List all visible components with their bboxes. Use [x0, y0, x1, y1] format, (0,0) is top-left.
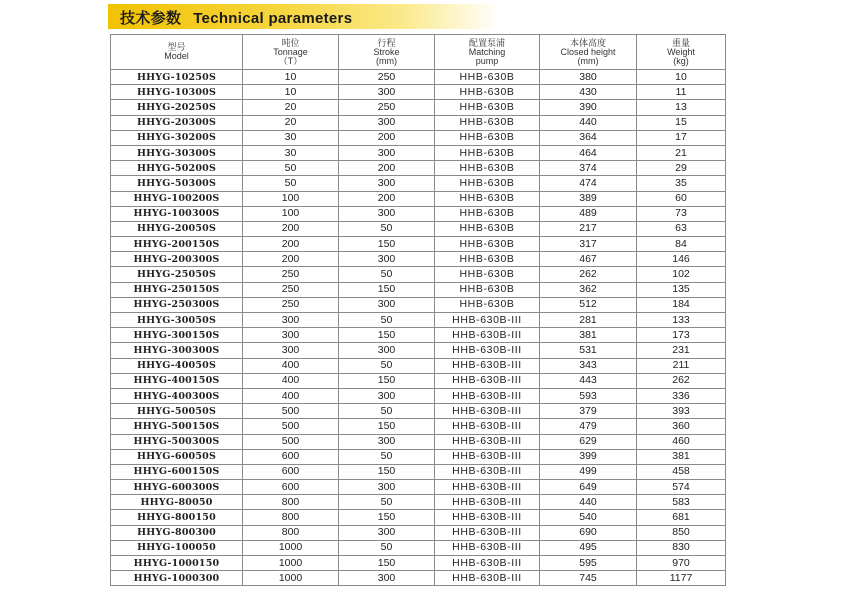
column-header-pump-line: Matching — [468, 46, 506, 57]
cell-stroke: 200 — [339, 161, 435, 176]
cell-height: 499 — [540, 464, 637, 479]
table-row — [111, 221, 726, 236]
cell-pump: HHB-630B-III — [435, 404, 540, 419]
cell-height: 595 — [540, 556, 637, 571]
cell-height: 443 — [540, 373, 637, 388]
cell-tonnage: 200 — [243, 252, 339, 267]
cell-pump: HHB-630B-III — [435, 495, 540, 510]
cell-pump: HHB-630B — [435, 267, 540, 282]
cell-model: HHYG-20050S — [111, 221, 243, 236]
table-row — [111, 282, 726, 297]
cell-pump: HHB-630B-III — [435, 388, 540, 403]
cell-tonnage: 100 — [243, 191, 339, 206]
cell-stroke: 150 — [339, 556, 435, 571]
cell-model: HHYG-1000150 — [111, 556, 243, 571]
cell-height: 262 — [540, 267, 637, 282]
cell-stroke: 300 — [339, 176, 435, 191]
table-row — [111, 404, 726, 419]
cell-height: 540 — [540, 510, 637, 525]
table-row — [111, 100, 726, 115]
cell-model: HHYG-400300S — [111, 388, 243, 403]
cell-weight: 393 — [637, 404, 726, 419]
cell-pump: HHB-630B-III — [435, 510, 540, 525]
cell-model: HHYG-80050 — [111, 495, 243, 510]
cell-height: 440 — [540, 115, 637, 130]
cell-height: 389 — [540, 191, 637, 206]
cell-tonnage: 500 — [243, 419, 339, 434]
cell-tonnage: 30 — [243, 145, 339, 160]
column-header-stroke — [339, 35, 435, 70]
cell-weight: 133 — [637, 313, 726, 328]
cell-pump: HHB-630B — [435, 176, 540, 191]
cell-pump: HHB-630B-III — [435, 480, 540, 495]
cell-stroke: 150 — [339, 373, 435, 388]
cell-height: 317 — [540, 237, 637, 252]
cell-stroke: 300 — [339, 571, 435, 586]
cell-height: 430 — [540, 85, 637, 100]
cell-pump: HHB-630B — [435, 237, 540, 252]
column-header-stroke-line: (mm) — [376, 55, 397, 66]
table-row — [111, 145, 726, 160]
table-row — [111, 297, 726, 312]
cell-model: HHYG-1000300 — [111, 571, 243, 586]
table-body — [111, 70, 726, 586]
cell-pump: HHB-630B-III — [435, 464, 540, 479]
cell-model: HHYG-100300S — [111, 206, 243, 221]
column-header-model-line: 型号 — [167, 42, 186, 52]
cell-weight: 73 — [637, 206, 726, 221]
table-row — [111, 328, 726, 343]
cell-weight: 262 — [637, 373, 726, 388]
cell-height: 381 — [540, 328, 637, 343]
cell-height: 649 — [540, 480, 637, 495]
cell-tonnage: 800 — [243, 495, 339, 510]
cell-height: 745 — [540, 571, 637, 586]
cell-tonnage: 20 — [243, 115, 339, 130]
cell-stroke: 250 — [339, 70, 435, 85]
cell-stroke: 50 — [339, 495, 435, 510]
table-row — [111, 130, 726, 145]
column-header-height-line: (mm) — [577, 55, 599, 66]
cell-weight: 830 — [637, 540, 726, 555]
cell-stroke: 300 — [339, 115, 435, 130]
cell-tonnage: 400 — [243, 388, 339, 403]
cell-pump: HHB-630B — [435, 161, 540, 176]
cell-height: 374 — [540, 161, 637, 176]
cell-pump: HHB-630B — [435, 297, 540, 312]
table-row — [111, 313, 726, 328]
table-row — [111, 388, 726, 403]
cell-stroke: 50 — [339, 267, 435, 282]
table-row — [111, 176, 726, 191]
cell-model: HHYG-300150S — [111, 328, 243, 343]
column-header-weight-line: (kg) — [673, 55, 689, 66]
cell-model: HHYG-20250S — [111, 100, 243, 115]
cell-weight: 460 — [637, 434, 726, 449]
cell-stroke: 150 — [339, 464, 435, 479]
cell-pump: HHB-630B-III — [435, 525, 540, 540]
cell-tonnage: 300 — [243, 313, 339, 328]
cell-weight: 15 — [637, 115, 726, 130]
cell-pump: HHB-630B — [435, 191, 540, 206]
cell-pump: HHB-630B-III — [435, 358, 540, 373]
column-header-tonnage-line: Tonnage — [273, 46, 308, 57]
column-header-tonnage — [243, 35, 339, 70]
table-row — [111, 115, 726, 130]
cell-stroke: 150 — [339, 419, 435, 434]
cell-model: HHYG-25050S — [111, 267, 243, 282]
cell-stroke: 150 — [339, 237, 435, 252]
cell-pump: HHB-630B-III — [435, 449, 540, 464]
cell-pump: HHB-630B-III — [435, 328, 540, 343]
cell-height: 379 — [540, 404, 637, 419]
table-row — [111, 206, 726, 221]
cell-pump: HHB-630B-III — [435, 313, 540, 328]
cell-tonnage: 800 — [243, 525, 339, 540]
cell-tonnage: 1000 — [243, 556, 339, 571]
cell-height: 380 — [540, 70, 637, 85]
cell-model: HHYG-20300S — [111, 115, 243, 130]
cell-weight: 970 — [637, 556, 726, 571]
cell-pump: HHB-630B-III — [435, 571, 540, 586]
cell-tonnage: 250 — [243, 297, 339, 312]
cell-tonnage: 1000 — [243, 540, 339, 555]
column-header-weight-line: 重量 — [671, 37, 690, 48]
cell-pump: HHB-630B — [435, 282, 540, 297]
cell-weight: 135 — [637, 282, 726, 297]
cell-height: 362 — [540, 282, 637, 297]
cell-stroke: 50 — [339, 540, 435, 555]
cell-tonnage: 500 — [243, 434, 339, 449]
cell-weight: 10 — [637, 70, 726, 85]
cell-height: 364 — [540, 130, 637, 145]
cell-model: HHYG-600150S — [111, 464, 243, 479]
cell-stroke: 50 — [339, 449, 435, 464]
cell-weight: 60 — [637, 191, 726, 206]
cell-model: HHYG-100200S — [111, 191, 243, 206]
cell-model: HHYG-10300S — [111, 85, 243, 100]
cell-model: HHYG-50050S — [111, 404, 243, 419]
table-row — [111, 252, 726, 267]
cell-weight: 173 — [637, 328, 726, 343]
cell-pump: HHB-630B — [435, 206, 540, 221]
cell-weight: 583 — [637, 495, 726, 510]
cell-model: HHYG-50200S — [111, 161, 243, 176]
cell-model: HHYG-30050S — [111, 313, 243, 328]
cell-height: 390 — [540, 100, 637, 115]
table-row — [111, 434, 726, 449]
cell-model: HHYG-30200S — [111, 130, 243, 145]
cell-height: 593 — [540, 388, 637, 403]
cell-tonnage: 50 — [243, 176, 339, 191]
cell-model: HHYG-400150S — [111, 373, 243, 388]
cell-model: HHYG-50300S — [111, 176, 243, 191]
column-header-height — [540, 35, 637, 70]
cell-stroke: 300 — [339, 206, 435, 221]
cell-pump: HHB-630B-III — [435, 540, 540, 555]
cell-weight: 211 — [637, 358, 726, 373]
column-header-model — [111, 35, 243, 70]
cell-model: HHYG-250300S — [111, 297, 243, 312]
cell-stroke: 150 — [339, 510, 435, 525]
table-row — [111, 237, 726, 252]
cell-stroke: 150 — [339, 282, 435, 297]
cell-tonnage: 10 — [243, 85, 339, 100]
cell-weight: 574 — [637, 480, 726, 495]
cell-model: HHYG-30300S — [111, 145, 243, 160]
cell-weight: 850 — [637, 525, 726, 540]
cell-stroke: 300 — [339, 525, 435, 540]
cell-weight: 11 — [637, 85, 726, 100]
cell-weight: 681 — [637, 510, 726, 525]
column-header-pump-line: pump — [475, 55, 499, 66]
table-row — [111, 191, 726, 206]
table-row — [111, 525, 726, 540]
cell-pump: HHB-630B — [435, 85, 540, 100]
cell-tonnage: 600 — [243, 480, 339, 495]
table-row — [111, 85, 726, 100]
table-row — [111, 571, 726, 586]
column-header-height-line: Closed height — [560, 46, 616, 57]
cell-model: HHYG-250150S — [111, 282, 243, 297]
cell-tonnage: 500 — [243, 404, 339, 419]
cell-pump: HHB-630B-III — [435, 373, 540, 388]
cell-weight: 13 — [637, 100, 726, 115]
section-title-cn: 技术参数 — [120, 9, 182, 27]
column-header-pump-line: 配置泵浦 — [468, 37, 505, 48]
cell-model: HHYG-100050 — [111, 540, 243, 555]
cell-height: 217 — [540, 221, 637, 236]
cell-tonnage: 1000 — [243, 571, 339, 586]
cell-stroke: 150 — [339, 328, 435, 343]
cell-pump: HHB-630B-III — [435, 434, 540, 449]
cell-weight: 458 — [637, 464, 726, 479]
table-row — [111, 495, 726, 510]
cell-model: HHYG-800150 — [111, 510, 243, 525]
column-header-tonnage-line: （T） — [278, 55, 303, 66]
cell-stroke: 300 — [339, 480, 435, 495]
section-title-bar — [108, 4, 500, 29]
cell-weight: 360 — [637, 419, 726, 434]
cell-model: HHYG-200300S — [111, 252, 243, 267]
cell-height: 512 — [540, 297, 637, 312]
cell-weight: 146 — [637, 252, 726, 267]
table-row — [111, 358, 726, 373]
cell-tonnage: 200 — [243, 221, 339, 236]
cell-weight: 21 — [637, 145, 726, 160]
cell-tonnage: 600 — [243, 464, 339, 479]
cell-tonnage: 30 — [243, 130, 339, 145]
column-header-stroke-line: Stroke — [373, 46, 400, 57]
cell-weight: 17 — [637, 130, 726, 145]
cell-pump: HHB-630B — [435, 100, 540, 115]
column-header-pump — [435, 35, 540, 70]
cell-tonnage: 800 — [243, 510, 339, 525]
table-row — [111, 556, 726, 571]
cell-height: 281 — [540, 313, 637, 328]
column-header-weight — [637, 35, 726, 70]
cell-tonnage: 100 — [243, 206, 339, 221]
cell-weight: 381 — [637, 449, 726, 464]
cell-height: 474 — [540, 176, 637, 191]
cell-height: 531 — [540, 343, 637, 358]
cell-weight: 35 — [637, 176, 726, 191]
cell-weight: 184 — [637, 297, 726, 312]
cell-height: 629 — [540, 434, 637, 449]
technical-parameters-table — [110, 34, 726, 586]
cell-tonnage: 250 — [243, 282, 339, 297]
cell-stroke: 300 — [339, 252, 435, 267]
table-row — [111, 540, 726, 555]
section-title-en: Technical parameters — [193, 10, 353, 27]
column-header-height-line: 本体高度 — [569, 37, 606, 48]
table-row — [111, 480, 726, 495]
cell-model: HHYG-500150S — [111, 419, 243, 434]
table-row — [111, 70, 726, 85]
cell-stroke: 300 — [339, 343, 435, 358]
cell-weight: 336 — [637, 388, 726, 403]
cell-tonnage: 600 — [243, 449, 339, 464]
column-header-tonnage-line: 吨位 — [281, 37, 300, 48]
table-row — [111, 449, 726, 464]
cell-pump: HHB-630B — [435, 70, 540, 85]
cell-model: HHYG-200150S — [111, 237, 243, 252]
cell-tonnage: 300 — [243, 328, 339, 343]
cell-pump: HHB-630B — [435, 145, 540, 160]
cell-model: HHYG-300300S — [111, 343, 243, 358]
table-row — [111, 343, 726, 358]
column-header-model-line: Model — [164, 51, 189, 61]
cell-height: 343 — [540, 358, 637, 373]
cell-pump: HHB-630B — [435, 221, 540, 236]
cell-height: 464 — [540, 145, 637, 160]
cell-pump: HHB-630B-III — [435, 556, 540, 571]
cell-model: HHYG-800300 — [111, 525, 243, 540]
cell-weight: 84 — [637, 237, 726, 252]
column-header-weight-line: Weight — [667, 46, 695, 57]
cell-model: HHYG-40050S — [111, 358, 243, 373]
cell-stroke: 200 — [339, 191, 435, 206]
cell-model: HHYG-600300S — [111, 480, 243, 495]
table-row — [111, 267, 726, 282]
cell-tonnage: 20 — [243, 100, 339, 115]
table-row — [111, 161, 726, 176]
cell-tonnage: 400 — [243, 358, 339, 373]
cell-stroke: 250 — [339, 100, 435, 115]
cell-stroke: 200 — [339, 130, 435, 145]
cell-tonnage: 200 — [243, 237, 339, 252]
cell-model: HHYG-10250S — [111, 70, 243, 85]
cell-weight: 1177 — [637, 571, 726, 586]
cell-model: HHYG-500300S — [111, 434, 243, 449]
cell-weight: 29 — [637, 161, 726, 176]
cell-pump: HHB-630B-III — [435, 419, 540, 434]
cell-stroke: 300 — [339, 434, 435, 449]
cell-weight: 231 — [637, 343, 726, 358]
cell-pump: HHB-630B-III — [435, 343, 540, 358]
cell-stroke: 50 — [339, 221, 435, 236]
cell-pump: HHB-630B — [435, 130, 540, 145]
cell-height: 479 — [540, 419, 637, 434]
cell-weight: 63 — [637, 221, 726, 236]
cell-stroke: 50 — [339, 404, 435, 419]
cell-tonnage: 300 — [243, 343, 339, 358]
cell-height: 399 — [540, 449, 637, 464]
table-row — [111, 373, 726, 388]
cell-tonnage: 10 — [243, 70, 339, 85]
cell-stroke: 50 — [339, 358, 435, 373]
cell-tonnage: 250 — [243, 267, 339, 282]
table-header-row — [111, 35, 726, 70]
table-row — [111, 464, 726, 479]
section-title — [120, 7, 352, 28]
cell-height: 440 — [540, 495, 637, 510]
cell-height: 690 — [540, 525, 637, 540]
cell-tonnage: 400 — [243, 373, 339, 388]
table-row — [111, 419, 726, 434]
cell-stroke: 300 — [339, 297, 435, 312]
cell-weight: 102 — [637, 267, 726, 282]
cell-stroke: 300 — [339, 145, 435, 160]
cell-stroke: 300 — [339, 85, 435, 100]
cell-height: 489 — [540, 206, 637, 221]
cell-height: 467 — [540, 252, 637, 267]
cell-height: 495 — [540, 540, 637, 555]
cell-stroke: 50 — [339, 313, 435, 328]
table-row — [111, 510, 726, 525]
cell-model: HHYG-60050S — [111, 449, 243, 464]
cell-pump: HHB-630B — [435, 115, 540, 130]
column-header-stroke-line: 行程 — [377, 37, 396, 48]
cell-stroke: 300 — [339, 388, 435, 403]
cell-tonnage: 50 — [243, 161, 339, 176]
cell-pump: HHB-630B — [435, 252, 540, 267]
